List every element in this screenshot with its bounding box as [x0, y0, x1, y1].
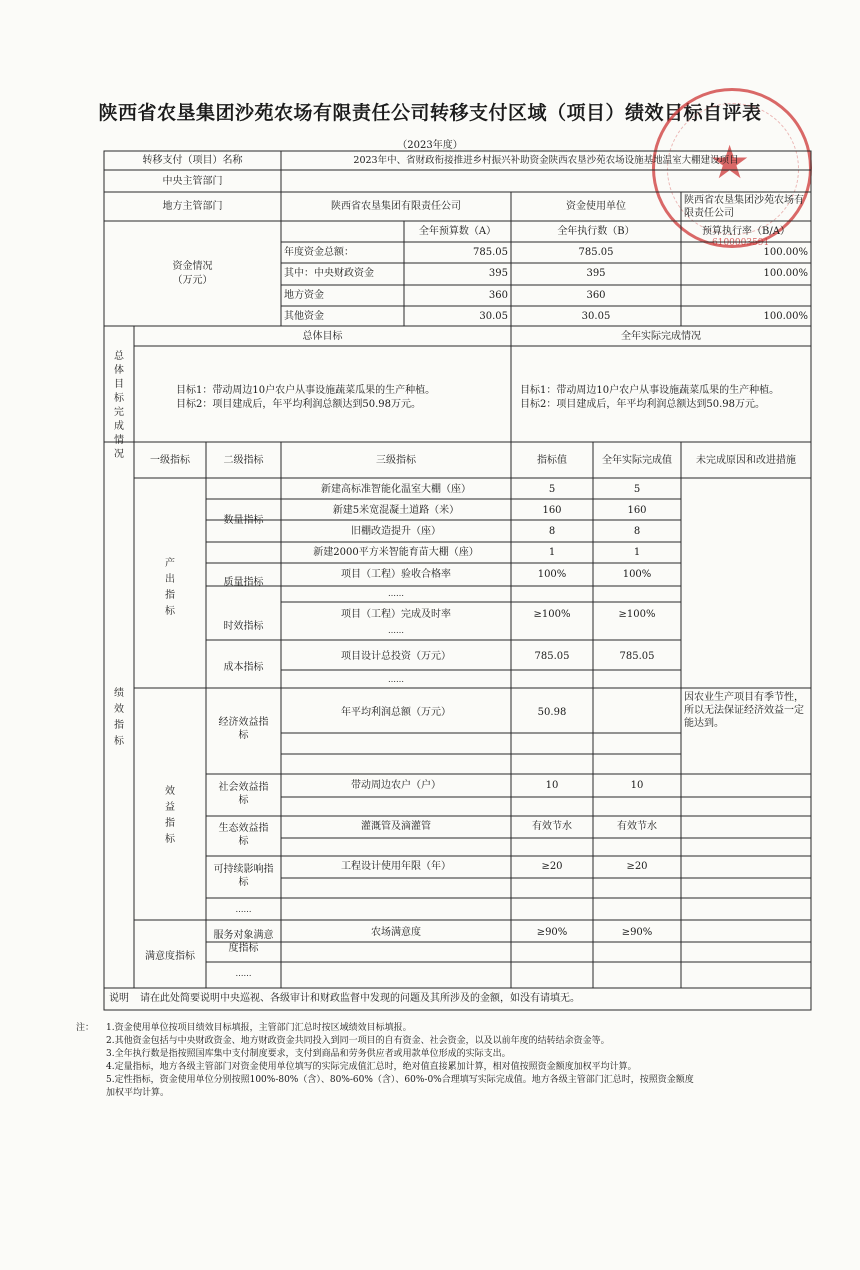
indicator-name: 项目（工程）验收合格率 — [341, 569, 451, 580]
indicator-actual: ≥90% — [621, 927, 653, 938]
funds-row-a: 360 — [488, 290, 508, 301]
funds-row-label: 其他资金 — [284, 311, 324, 322]
indicator-value: ≥20 — [541, 861, 563, 872]
indicator-name: 新建5米宽混凝土道路（米） — [332, 505, 460, 516]
indicator-actual: ≥20 — [626, 861, 648, 872]
funds-row-rate: 100.00% — [763, 311, 808, 322]
indicator-reason: 因农业生产项目有季节性，所以无法保证经济效益一定能达到。 — [684, 692, 804, 729]
funds-unit-label: （万元） — [172, 275, 213, 286]
indicator-value: 100% — [537, 569, 567, 580]
notes-label: 注： — [76, 1023, 95, 1033]
indicator-name: 工程设计使用年限（年） — [341, 861, 451, 872]
quality-indicator-label: 质量指标 — [223, 577, 264, 588]
indicator-value: 8 — [548, 526, 556, 537]
seal-star-icon: ★ — [709, 135, 751, 189]
indicator-actual: 5 — [633, 484, 641, 495]
indicator-actual: 8 — [633, 526, 641, 537]
indicator-name: 灌溉管及滴灌管 — [361, 821, 431, 832]
social-indicator-label: 社会效益指标 — [218, 782, 269, 806]
funds-row-b: 360 — [586, 290, 606, 301]
funds-row-a: 30.05 — [479, 311, 508, 322]
col-target-value: 指标值 — [537, 455, 567, 466]
indicator-value: 50.98 — [537, 707, 567, 718]
fund-unit-value: 陕西省农垦集团沙苑农场有限责任公司 — [684, 195, 804, 219]
indicator-value: ≥90% — [536, 927, 568, 938]
funds-row-rate: 100.00% — [763, 268, 808, 279]
funds-row-label: 年度资金总额： — [284, 247, 354, 258]
note-item: 5.定性指标，资金使用单位分别按照100%-80%（含）、80%-60%（含）、60%-0%合理填写实际完成值。地方各级主管部门汇总时，按照资金额度加权平均计算。 — [106, 1075, 694, 1098]
report-year: （2023年度） — [397, 140, 463, 151]
indicator-name: 项目设计总投资（万元） — [341, 651, 451, 662]
funds-row-b: 395 — [586, 268, 606, 279]
fund-unit-label: 资金使用单位 — [566, 201, 626, 212]
note-item: 4.定量指标，地方各级主管部门对资金使用单位填写的实际完成值汇总时，绝对值直接累加计算，相对值按照资金额度加权平均计算。 — [106, 1062, 637, 1072]
funds-row-rate: 100.00% — [763, 247, 808, 258]
funds-row-a: 785.05 — [473, 247, 508, 258]
satisfaction-indicators-label: 满意度指标 — [145, 951, 195, 962]
notes — [76, 1022, 796, 1100]
indicator-value: 5 — [548, 484, 556, 495]
sustain-indicator-label: 可持续影响指标 — [213, 864, 274, 888]
project-name-label: 转移支付（项目）名称 — [142, 155, 243, 166]
econ-indicator-label: 经济效益指标 — [218, 717, 269, 741]
ellipsis-placeholder: …… — [388, 626, 404, 635]
col-level-3: 三级指标 — [376, 455, 416, 466]
page-title: 陕西省农垦集团沙苑农场有限责任公司转移支付区域（项目）绩效目标自评表 — [98, 102, 762, 124]
indicator-name: 项目（工程）完成及时率 — [341, 609, 451, 620]
note-item: 2.其他资金包括与中央财政资金、地方财政资金共同投入到同一项目的自有资金、社会资金，以及以前年度的结转结余资金等。 — [106, 1036, 610, 1046]
indicator-name: 新建高标准智能化温室大棚（座） — [321, 484, 471, 495]
ellipsis-placeholder: …… — [235, 905, 252, 914]
indicator-actual: 785.05 — [619, 651, 655, 662]
remark-label: 说明 — [109, 993, 129, 1004]
col-reason: 未完成原因和改进措施 — [696, 455, 796, 466]
local-dept-value: 陕西省农垦集团有限责任公司 — [331, 201, 461, 212]
quantity-indicator-label: 数量指标 — [223, 515, 264, 526]
central-dept-label: 中央主管部门 — [162, 176, 223, 187]
funds-row-a: 395 — [488, 268, 508, 279]
goal-actual-1: 目标1：带动周边10户农户从事设施蔬菜瓜果的生产种植。 — [520, 385, 780, 396]
indicator-name: 新建2000平方米智能育苗大棚（座） — [313, 547, 479, 558]
funds-col-a: 全年预算数（A） — [418, 226, 497, 237]
note-item: 3.全年执行数是指按照国库集中支付制度要求，支付到商品和劳务供应者或用款单位形成的实际支出。 — [106, 1049, 511, 1059]
ellipsis-placeholder: …… — [235, 969, 252, 978]
output-indicators-label: 产出指标 — [165, 558, 175, 617]
goals-col-overall: 总体目标 — [302, 331, 343, 342]
indicator-name: 带动周边农户（户） — [351, 780, 441, 791]
col-level-2: 二级指标 — [223, 455, 264, 466]
goals-section-label: 总体目标完成情况 — [114, 351, 124, 460]
indicator-name: 旧棚改造提升（座） — [351, 526, 441, 537]
indicator-value: 10 — [545, 780, 559, 791]
indicator-actual: ≥100% — [618, 609, 656, 620]
goal-actual-2: 目标2：项目建成后，年平均利润总额达到50.98万元。 — [520, 399, 765, 410]
effect-indicators-label: 效益指标 — [165, 786, 175, 845]
indicator-value: 1 — [548, 547, 556, 558]
funds-col-rate: 预算执行率（B/A） — [702, 226, 790, 237]
col-level-1: 一级指标 — [150, 455, 190, 466]
remark-text: 请在此处简要说明中央巡视、各级审计和财政监督中发现的问题及其所涉及的金额，如没有请填无。 — [140, 993, 580, 1004]
seal-number: 6100003591 — [712, 238, 770, 248]
funds-row-label: 其中：中央财政资金 — [284, 268, 374, 279]
indicator-actual: 1 — [633, 547, 641, 558]
funds-row-label: 地方资金 — [284, 290, 324, 301]
note-item: 1.资金使用单位按项目绩效目标填报，主管部门汇总时按区域绩效目标填报。 — [106, 1023, 412, 1033]
funds-section-label: 资金情况 — [172, 261, 213, 272]
ellipsis-placeholder: …… — [388, 589, 404, 598]
funds-row-b: 30.05 — [581, 311, 611, 322]
funds-col-b: 全年执行数（B） — [557, 226, 635, 237]
indicator-name: 农场满意度 — [371, 927, 421, 938]
indicators-section-label: 绩效指标 — [114, 688, 124, 747]
indicator-actual: 有效节水 — [617, 821, 657, 832]
goals-col-actual: 全年实际完成情况 — [621, 331, 701, 342]
indicator-actual: 100% — [622, 569, 652, 580]
project-name-value: 2023年中、省财政衔接推进乡村振兴补助资金陕西农垦沙苑农场设施基地温室大棚建设项目 — [353, 155, 739, 166]
indicator-actual: 10 — [630, 780, 644, 791]
indicator-value: 160 — [542, 505, 562, 516]
goal-overall-1: 目标1：带动周边10户农户从事设施蔬菜瓜果的生产种植。 — [176, 385, 436, 396]
indicator-name: 年平均利润总额（万元） — [341, 707, 451, 718]
local-dept-label: 地方主管部门 — [162, 201, 223, 212]
service-indicator-label: 服务对象满意度指标 — [213, 930, 274, 954]
indicator-value: ≥100% — [533, 609, 571, 620]
indicator-actual: 160 — [627, 505, 647, 516]
time-indicator-label: 时效指标 — [223, 621, 264, 632]
col-actual-value: 全年实际完成值 — [602, 455, 672, 466]
eco-indicator-label: 生态效益指标 — [218, 823, 269, 847]
indicator-value: 有效节水 — [532, 821, 572, 832]
goal-overall-2: 目标2：项目建成后，年平均利润总额达到50.98万元。 — [176, 399, 421, 410]
funds-row-b: 785.05 — [578, 247, 614, 258]
indicator-value: 785.05 — [534, 651, 570, 662]
cost-indicator-label: 成本指标 — [223, 662, 264, 673]
ellipsis-placeholder: …… — [388, 675, 404, 684]
